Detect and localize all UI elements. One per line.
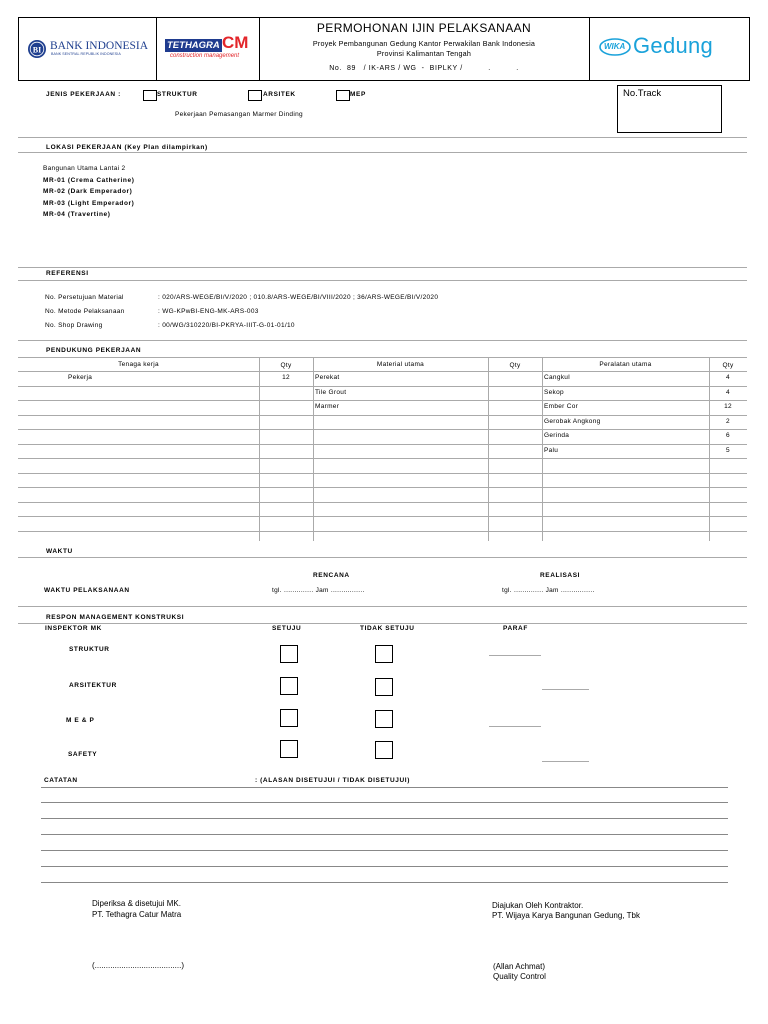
document-number: No. 89 / IK-ARS / WG - BIPLKY / . . bbox=[329, 65, 519, 72]
col-setuju: SETUJU bbox=[272, 625, 302, 632]
sig-right-name: (Allan Achmat) bbox=[493, 962, 546, 971]
struktur-option-label: STRUKTUR bbox=[157, 91, 198, 98]
catatan-label: CATATAN bbox=[44, 777, 78, 784]
respon-heading: RESPON MANAGEMENT KONSTRUKSI bbox=[46, 614, 185, 621]
project-name-line2: Provinsi Kalimantan Tengah bbox=[376, 49, 472, 58]
pekerjaan-description: Pekerjaan Pemasangan Marmer Dinding bbox=[175, 111, 303, 118]
material-cell: Perekat bbox=[315, 374, 340, 381]
qty-peralatan-cell: 12 bbox=[724, 403, 732, 410]
ref-label-shop-drawing: No. Shop Drawing bbox=[45, 322, 103, 329]
col-peralatan-utama: Peralatan utama bbox=[599, 361, 652, 368]
col-inspektor-mk: INSPEKTOR MK bbox=[45, 625, 102, 632]
ref-label-material: No. Persetujuan Material bbox=[45, 294, 124, 301]
tethagra-word: TETHAGRA bbox=[167, 40, 220, 51]
struktur-checkbox[interactable] bbox=[143, 90, 157, 101]
col-tidak-setuju: TIDAK SETUJU bbox=[360, 625, 415, 632]
header bbox=[18, 17, 750, 81]
sig-left-name: (.......................................) bbox=[92, 961, 185, 970]
col-paraf: PARAF bbox=[503, 625, 528, 632]
arsitektur-setuju-checkbox[interactable] bbox=[280, 677, 298, 695]
bi-logo-subtitle: BANK SENTRAL REPUBLIK INDONESIA bbox=[51, 52, 121, 56]
table-row bbox=[18, 429, 747, 444]
respon-row-mep: M E & P bbox=[66, 717, 95, 724]
lokasi-line: MR-01 (Crema Catherine) bbox=[43, 176, 135, 184]
safety-tidak-setuju-checkbox[interactable] bbox=[375, 741, 393, 759]
col-qty-peralatan: Qty bbox=[722, 362, 734, 369]
safety-setuju-checkbox[interactable] bbox=[280, 740, 298, 758]
table-row bbox=[18, 386, 747, 401]
bi-logo-name: BANK INDONESIA bbox=[50, 40, 149, 52]
peralatan-cell: Gerinda bbox=[544, 432, 570, 439]
sig-right-line2: PT. Wijaya Karya Bangunan Gedung, Tbk bbox=[492, 911, 640, 920]
realisasi-value[interactable]: tgl. .............. Jam ................ bbox=[502, 587, 595, 594]
realisasi-label: REALISASI bbox=[540, 572, 581, 579]
wika-word: WIKA bbox=[604, 42, 626, 51]
qty-tenaga-cell: 12 bbox=[282, 374, 290, 381]
struktur-tidak-setuju-checkbox[interactable] bbox=[375, 645, 393, 663]
mep-setuju-checkbox[interactable] bbox=[280, 709, 298, 727]
lokasi-line: MR-03 (Light Emperador) bbox=[43, 199, 135, 207]
sig-left-line2: PT. Tethagra Catur Matra bbox=[92, 910, 182, 919]
wika-gedung-logo bbox=[599, 34, 739, 62]
table-row bbox=[18, 458, 747, 473]
sig-right-role: Quality Control bbox=[493, 972, 546, 981]
lokasi-heading: LOKASI PEKERJAAN (Key Plan dilampirkan) bbox=[46, 144, 208, 151]
form-title: PERMOHONAN IJIN PELAKSANAAN bbox=[316, 21, 532, 35]
bank-indonesia-logo bbox=[27, 39, 153, 59]
lokasi-line: Bangunan Utama Lantai 2 bbox=[43, 165, 126, 172]
lokasi-list bbox=[43, 163, 134, 221]
table-row bbox=[18, 502, 747, 517]
qty-peralatan-cell: 6 bbox=[726, 432, 730, 439]
ref-value-material: : 020/ARS-WEGE/BI/V/2020 ; 010.8/ARS-WEGE/BI/VIII/2020 ; 36/ARS-WEGE/BI/V/2020 bbox=[158, 294, 439, 301]
tethagra-cm-logo bbox=[165, 33, 255, 62]
project-name-line1: Proyek Pembangunan Gedung Kantor Perwakilan Bank Indonesia bbox=[312, 39, 536, 48]
svg-text:BI: BI bbox=[32, 45, 42, 55]
table-row bbox=[18, 444, 747, 459]
col-qty-tenaga: Qty bbox=[280, 362, 292, 369]
table-row bbox=[18, 400, 747, 415]
pendukung-table bbox=[18, 357, 747, 541]
qty-peralatan-cell: 4 bbox=[726, 374, 730, 381]
table-row bbox=[18, 473, 747, 488]
table-row bbox=[18, 487, 747, 502]
qty-peralatan-cell: 4 bbox=[726, 388, 730, 396]
col-material-utama: Material utama bbox=[376, 361, 425, 368]
peralatan-cell: Palu bbox=[544, 446, 559, 454]
referensi-heading: REFERENSI bbox=[46, 270, 89, 277]
rencana-label: RENCANA bbox=[313, 572, 350, 579]
jenis-pekerjaan-label: JENIS PEKERJAAN : bbox=[46, 91, 121, 98]
table-row bbox=[18, 516, 747, 531]
waktu-heading: WAKTU bbox=[46, 548, 73, 555]
respon-row-struktur: STRUKTUR bbox=[69, 646, 110, 653]
respon-row-arsitektur: ARSITEKTUR bbox=[69, 682, 117, 689]
peralatan-cell: Ember Cor bbox=[544, 403, 579, 410]
table-row bbox=[18, 371, 747, 386]
no-track-label: No.Track bbox=[623, 88, 662, 99]
waktu-pelaksanaan-label: WAKTU PELAKSANAAN bbox=[44, 587, 130, 594]
arsitek-option-label: ARSITEK bbox=[263, 91, 296, 98]
pendukung-heading: PENDUKUNG PEKERJAAN bbox=[46, 347, 142, 354]
qty-peralatan-cell: 5 bbox=[726, 446, 730, 454]
sig-left-line1: Diperiksa & disetujui MK. bbox=[92, 899, 181, 908]
lokasi-line: MR-02 (Dark Emperador) bbox=[43, 188, 133, 195]
cm-subtitle: construction management bbox=[170, 53, 240, 59]
tenaga-kerja-cell: Pekerja bbox=[68, 374, 93, 381]
lokasi-line: MR-04 (Travertine) bbox=[43, 211, 111, 218]
arsitektur-tidak-setuju-checkbox[interactable] bbox=[375, 678, 393, 696]
peralatan-cell: Cangkul bbox=[544, 374, 570, 381]
material-cell: Tile Grout bbox=[315, 388, 347, 396]
peralatan-cell: Sekop bbox=[544, 388, 564, 396]
col-qty-material: Qty bbox=[509, 362, 521, 369]
catatan-reason: : (ALASAN DISETUJUI / TIDAK DISETUJUI) bbox=[255, 777, 410, 784]
arsitek-checkbox[interactable] bbox=[248, 90, 262, 101]
gedung-word: Gedung bbox=[633, 33, 714, 58]
ref-label-metode: No. Metode Pelaksanaan bbox=[45, 308, 125, 315]
struktur-setuju-checkbox[interactable] bbox=[280, 645, 298, 663]
peralatan-cell: Gerobak Angkong bbox=[544, 417, 601, 425]
sig-right-line1: Diajukan Oleh Kontraktor. bbox=[492, 901, 584, 910]
respon-row-safety: SAFETY bbox=[68, 751, 98, 758]
mep-checkbox[interactable] bbox=[336, 90, 350, 101]
material-cell: Marmer bbox=[315, 403, 340, 410]
bi-emblem-icon bbox=[27, 39, 47, 59]
no-track-box[interactable] bbox=[617, 85, 722, 133]
col-tenaga-kerja: Tenaga kerja bbox=[118, 361, 159, 368]
cm-word: CM bbox=[222, 33, 249, 52]
ref-value-shop-drawing: : 00/WG/310220/BI-PKRYA-IIIT-G-01-01/10 bbox=[158, 322, 295, 329]
mep-tidak-setuju-checkbox[interactable] bbox=[375, 710, 393, 728]
qty-peralatan-cell: 2 bbox=[726, 417, 730, 425]
rencana-value[interactable]: tgl. .............. Jam ................ bbox=[272, 587, 365, 594]
table-row bbox=[18, 415, 747, 430]
ref-value-metode: : WG-KPwBI-ENG-MK-ARS-003 bbox=[158, 308, 259, 315]
mep-option-label: MEP bbox=[350, 91, 366, 98]
